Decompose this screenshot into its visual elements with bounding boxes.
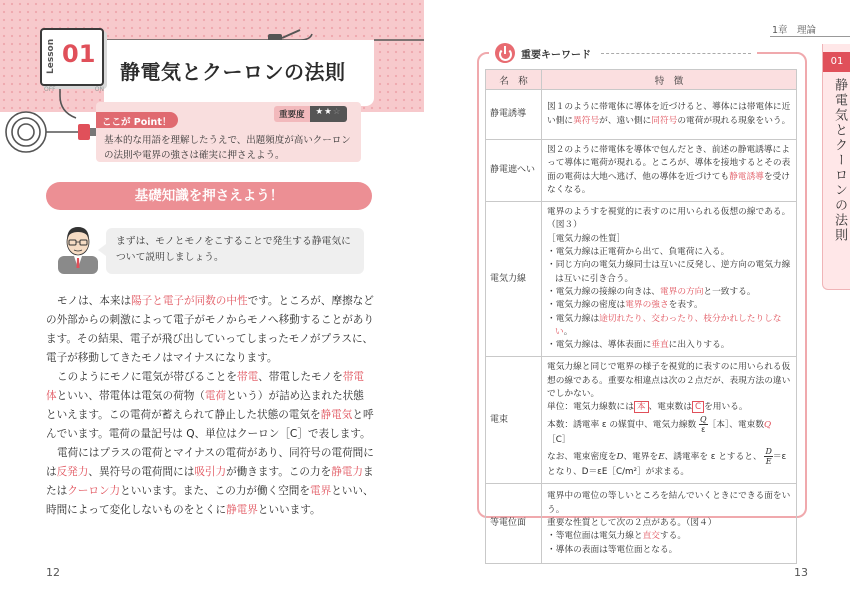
term-feature (542, 484, 797, 564)
fraction-denominator: E (765, 456, 772, 466)
page-number-right: 13 (794, 566, 808, 579)
chapter-side-tab (822, 44, 850, 290)
section-banner: 基礎知識を押さえよう！ (46, 182, 372, 210)
list-item (547, 246, 791, 259)
fraction-denominator: ε (701, 424, 706, 434)
switch-off-label: OFF (44, 86, 56, 93)
table-row (486, 140, 797, 202)
bullet-text: 導体の表面は等電位面となる。 (555, 544, 678, 555)
page-number-left: 12 (46, 566, 60, 579)
table-header-name: 名 称 (486, 70, 542, 90)
feature-highlight: 同符号 (651, 115, 678, 126)
bullet-text: と一致する。 (703, 286, 756, 297)
density-line-text: ＝ε と (547, 451, 787, 477)
feature-text: 図２のように帯電体を導体で包んだとき、前述の静電誘導によって導体に電荷が現れる。ところが、導体を接地するとその表面の電荷は大地へ逃げ、他の導体を近づけても (547, 145, 791, 182)
body-highlight: クーロン力 (67, 485, 121, 497)
lesson-badge (40, 28, 104, 86)
chapter-label: 1章 理論 (772, 25, 817, 36)
list-item (547, 530, 791, 543)
term-feature (542, 357, 797, 484)
body-paragraph (46, 292, 374, 368)
term-feature (542, 140, 797, 202)
unit-line-text: を用いる。 (704, 402, 748, 413)
keyword-table (485, 69, 797, 564)
body-text: または (46, 466, 374, 497)
star-off-icon: ☆ (332, 107, 342, 117)
unit-a-box: 本 (634, 401, 649, 413)
body-text: といい、帯電体は電気の荷物（ (56, 390, 205, 402)
keyword-header-divider (601, 53, 751, 54)
list-item (547, 259, 791, 286)
body-highlight: 静電界 (226, 504, 258, 516)
feature-text: を受けなくなる。 (547, 171, 790, 195)
body-highlight: 反発力 (56, 466, 89, 478)
bullet-text: 電気力線の接線の向きは、 (555, 286, 660, 297)
feature-highlight: 静電誘導 (729, 171, 764, 182)
body-highlight: 電荷 (204, 390, 227, 402)
body-highlight: 電界 (310, 485, 332, 497)
bullet-text: する。 (659, 531, 686, 542)
body-paragraph (46, 368, 374, 444)
importance-label: 重要度 (274, 106, 310, 122)
term-name: 静電誘導 (486, 90, 542, 140)
term-description (547, 101, 791, 128)
importance-stars (310, 106, 348, 122)
list-item (547, 286, 791, 299)
body-text: このようにモノに電気が帯びることを (57, 371, 237, 383)
term-feature (542, 90, 797, 140)
body-text: といい、時間によって変化しないものをとくに (46, 485, 374, 516)
density-line-text: 、誘電率を ε とすると、 (664, 451, 762, 462)
bullet-text: 電気力線は、導体表面に (555, 340, 652, 351)
feature-highlight: 異符号 (573, 115, 600, 126)
body-text: 、帯電したモノを (258, 371, 343, 383)
bullet-highlight: 電界の方向 (659, 286, 704, 297)
term-bullets (547, 246, 791, 352)
body-highlight: 静電気 (320, 409, 353, 421)
power-icon (495, 43, 515, 63)
flux-symbol: Q (764, 419, 772, 430)
count-line (547, 415, 791, 447)
bullet-highlight: 直交 (642, 531, 660, 542)
teacher-avatar (56, 222, 100, 274)
bullet-text: 電気力線の密度は (555, 300, 626, 311)
unit-line-text: 、電束数は (648, 402, 692, 413)
bullet-text: 電気力線は正電荷から出て、負電荷に入る。 (555, 247, 730, 258)
body-text (46, 292, 374, 520)
term-feature (542, 202, 797, 357)
switch-labels (44, 86, 104, 93)
table-row (486, 357, 797, 484)
term-name: 等電位面 (486, 484, 542, 564)
bullet-text: 等電位面は電気力線と (555, 531, 643, 542)
body-text: モノは、本来は (57, 295, 132, 307)
bullet-highlight: 電界の強さ (625, 300, 669, 311)
body-text: と呼んでいます。電荷の量記号は Q、単位はクーロン［C］で表します。 (46, 409, 374, 440)
side-tab-number: 01 (823, 52, 850, 72)
bullet-text: 同じ方向の電気力線同士は互いに反発し、逆方向の電気力線は互いに引き合う。 (555, 260, 791, 284)
table-row (486, 202, 797, 357)
fraction-numerator: Q (700, 414, 707, 424)
body-text: という）が詰め込まれた状態といえます。この電荷が蓄えられて静止した状態の電気を (46, 390, 364, 421)
importance-rating (274, 106, 347, 122)
switch-on-label: ON (94, 86, 104, 93)
body-highlight: 吸引力 (194, 466, 227, 478)
body-paragraph (46, 444, 374, 520)
term-name: 電気力線 (486, 202, 542, 357)
body-text: が働きます。この力を (226, 466, 332, 478)
body-highlight: 陽子と電子が同数の中性 (131, 295, 248, 307)
list-item (547, 544, 791, 557)
term-bullets (547, 530, 791, 557)
page-title: 静電気とクーロンの法則 (120, 60, 346, 84)
fraction-q-over-epsilon (699, 415, 708, 434)
count-line-text: 本数：誘電率 ε の媒質中、電気力線数 (547, 419, 697, 430)
keyword-title: 重要キーワード (521, 49, 591, 61)
body-text: です。ところが、摩擦などの外部からの刺激によって電子がモノからモノへ移動することがあります。その結果、電子が飛び出していってしまったモノがプラスに、電子が移動してきたモノはマイナスになります。 (46, 295, 374, 364)
table-header-feature: 特 徴 (542, 70, 797, 90)
list-item (547, 313, 791, 340)
side-tab-text: 静電気とクーロンの法則 (832, 78, 847, 243)
fraction-numerator: D (765, 446, 772, 456)
fraction-d-over-e (764, 447, 772, 466)
unit-line (547, 401, 791, 414)
term-description: 電界中の電位の等しいところを結んでいくときにできる面をいう。 (547, 491, 791, 515)
body-text: といいます。 (257, 504, 321, 516)
term-description: 電界のようすを視覚的に表すのに用いられる仮想の線である。（図３） (547, 207, 791, 231)
term-name: 静電遮へい (486, 140, 542, 202)
point-label: ここが Point！ (96, 112, 178, 128)
body-text: といいます。また、この力が働く空間を (120, 485, 310, 497)
count-line-text: ［C］ (547, 434, 571, 445)
lesson-word: Lesson (46, 38, 56, 74)
feature-text: 図１のように帯電体に導体を近づけると、導体には帯電体に近い側に (547, 102, 791, 126)
keyword-header (489, 40, 757, 66)
density-line-text: 、電界を (623, 451, 659, 462)
chapter-divider (770, 36, 850, 37)
body-highlight: 帯電体 (46, 371, 365, 402)
table-row (486, 90, 797, 140)
star-on-icon: ★★ (315, 107, 333, 117)
table-row (486, 484, 797, 564)
body-highlight: 静電力 (331, 466, 363, 478)
point-text: 基本的な用語を理解したうえで、出題頻度が高いクーロンの法則や電界の強さは確実に押さえよう。 (104, 135, 351, 161)
term-subheading: 重要な性質として次の２点がある。（図４） (547, 518, 717, 529)
bullet-text: 。 (563, 326, 573, 337)
bullet-text: を表す。 (668, 300, 703, 311)
body-text: 電荷にはプラスの電荷とマイナスの電荷があり、同符号の電荷間には (46, 447, 374, 478)
list-item (547, 299, 791, 312)
body-highlight: 帯電 (237, 371, 259, 383)
feature-text: の電荷が現れる現象をいう。 (677, 115, 791, 126)
term-subheading: ［電気力線の性質］ (547, 233, 626, 244)
symbol-d: D (616, 451, 624, 462)
lesson-number: 01 (62, 40, 96, 68)
term-name: 電束 (486, 357, 542, 484)
term-description: 電気力線と同じで電界の様子を視覚的に表すのに用いられる仮想の線である。重要な相違点は次の２点だが、表現方法の違いでしかない。 (547, 362, 791, 400)
bullet-text: に出入りする。 (668, 340, 730, 351)
bullet-text: 電気力線は (555, 313, 600, 324)
teacher-speech-bubble: まずは、モノとモノをこすることで発生する静電気について説明しましょう。 (106, 228, 364, 274)
bullet-highlight: 途切れたり、交わったり、枝分かれしたりしない (555, 313, 782, 337)
density-line-text: なお、電束密度を (547, 451, 617, 462)
list-item (547, 339, 791, 352)
density-line (547, 447, 791, 479)
term-description (547, 144, 791, 197)
body-text: 、異符号の電荷間には (88, 466, 195, 478)
feature-text: が、遠い側に (599, 115, 652, 126)
count-line-text: ［本］、電束数 (707, 419, 765, 430)
unit-b-box: C (692, 401, 704, 413)
unit-line-text: 単位：電気力線数には (547, 402, 634, 413)
symbol-e: E (658, 451, 665, 462)
density-line-text: なり、D＝εE［C/m²］が求まる。 (555, 466, 690, 477)
bullet-highlight: 垂直 (651, 340, 669, 351)
